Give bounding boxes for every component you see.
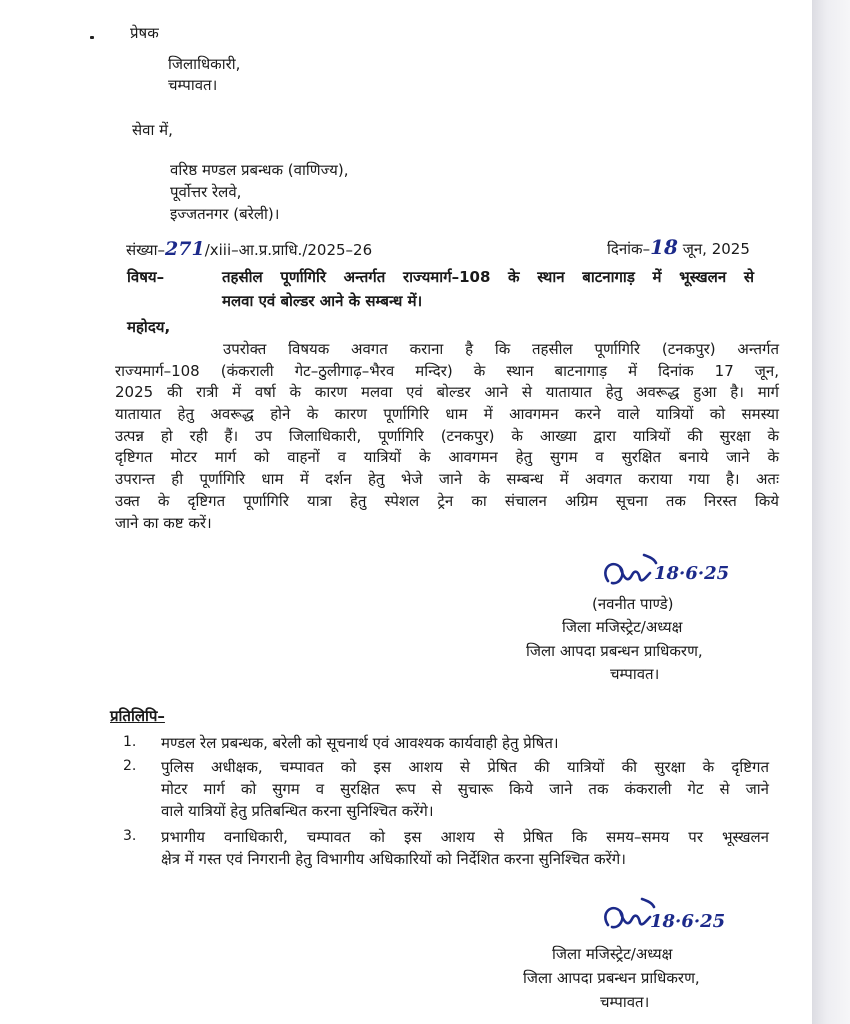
copy-item-line: प्रभागीय वनाधिकारी, चम्पावत को इस आशय से प्रेषित कि समय–समय पर भूस्खलन [161, 828, 769, 846]
sender-label: प्रेषक [130, 24, 159, 42]
recipient-line-2: पूर्वोत्तर रेलवे, [170, 183, 242, 201]
signature-2 [598, 895, 748, 945]
copy-item-line: मण्डल रेल प्रबन्धक, बरेली को सूचनार्थ एवं आवश्यक कार्यवाही हेतु प्रेषित। [161, 734, 559, 752]
copy-item-number: 1. [123, 734, 137, 750]
date-label: दिनांक– [607, 240, 651, 258]
signatory-2-designation-2: जिला आपदा प्रबन्धन प्राधिकरण, [523, 969, 700, 987]
subject-line-1-text: तहसील पूर्णागिरि अन्तर्गत राज्यमार्ग–108 के स्थान बाटनागाड़ में भूस्खलन से [222, 268, 754, 286]
date-suffix: जून, 2025 [682, 240, 750, 258]
subject-label: विषय– [127, 268, 165, 286]
copy-item-line: क्षेत्र में गस्त एवं निगरानी हेतु विभागीय अधिकारियों को निर्देशित करना सुनिश्चित करेंगे। [161, 850, 626, 868]
recipient-line-3: इज्जतनगर (बरेली)। [170, 205, 280, 223]
margin-mark [90, 36, 94, 39]
subject-line-2: मलवा एवं बोल्डर आने के सम्बन्ध में। [222, 292, 423, 310]
sender-line-2: चम्पावत। [168, 76, 218, 94]
reference-number [126, 240, 372, 260]
body-line: उक्त के दृष्टिगत पूर्णागिरि यात्रा हेतु स्पेशल ट्रेन का संचालन अग्रिम सूचना तक निरस्त किये [115, 491, 779, 510]
body-line: उपरोक्त विषयक अवगत कराना है कि तहसील पूर्णागिरि (टनकपुर) अन्तर्गत [223, 340, 779, 358]
sender-line-1: जिलाधिकारी, [168, 55, 241, 73]
to-label: सेवा में, [132, 121, 173, 139]
body-line: उपरान्त ही पूर्णागिरि धाम में दर्शन हेतु भेजे जाने के सम्बन्ध में अवगत कराया गया है। अतः [115, 470, 779, 489]
body-line: 2025 की रात्री में वर्षा के कारण मलवा एवं बोल्डर आने से यातायात हेतु अवरूद्ध हुआ है। मार्ग [115, 383, 779, 402]
signature-1-date: 18·6·25 [654, 563, 730, 584]
handwritten-reference-number: 271 [165, 238, 205, 260]
reference-number-suffix: /xiii–आ.प्र.प्राधि./2025–26 [204, 241, 373, 259]
subject-line-1 [222, 268, 754, 287]
recipient-line-1: वरिष्ठ मण्डल प्रबन्धक (वाणिज्य), [170, 161, 349, 179]
copy-item-number: 2. [123, 758, 137, 774]
signatory-place: चम्पावत। [610, 665, 660, 683]
reference-number-label: संख्या– [126, 241, 166, 259]
body-line: उत्पन्न हो रही हैं। उप जिलाधिकारी, पूर्णागिरि (टनकपुर) के आख्या द्वारा यात्रियों की सुरक्षा के [115, 426, 779, 445]
body-paragraph [115, 339, 779, 534]
signatory-2-designation-1: जिला मजिस्ट्रेट/अध्यक्ष [552, 945, 673, 963]
body-line: राज्यमार्ग–108 (कंकराली गेट–ठुलीगाढ़–भैरव मन्दिर) के स्थान बाटनागाड़ में दिनांक 17 जून, [115, 361, 779, 380]
body-line: दृष्टिगत मोटर मार्ग को वाहनों व यात्रियों के आवगमन हेतु सुगम व सुरक्षित बनाये जाने के [115, 448, 779, 467]
copy-item-3 [161, 826, 769, 870]
reference-date [607, 235, 750, 259]
copy-item-line: मोटर मार्ग को सुगम व सुरक्षित रूप से सुचारू किये जाने तक कंकराली गेट से जाने [161, 780, 769, 798]
signatory-name: (नवनीत पाण्डे) [592, 595, 674, 613]
signature-2-date: 18·6·25 [650, 911, 726, 932]
body-line: जाने का कष्ट करें। [115, 513, 212, 532]
signatory-designation-1: जिला मजिस्ट्रेट/अध्यक्ष [562, 618, 683, 636]
body-line: यातायात हेतु अवरूद्ध होने के कारण पूर्णागिरि धाम में आवगमन करने वाले यात्रियों को समस्या [115, 405, 779, 424]
signatory-2-place: चम्पावत। [600, 993, 650, 1011]
copy-label: प्रतिलिपि– [110, 707, 165, 725]
scan-margin [812, 0, 850, 1024]
signatory-designation-2: जिला आपदा प्रबन्धन प्राधिकरण, [526, 642, 703, 660]
copy-item-line: वाले यात्रियों हेतु प्रतिबन्धित करना सुनिश्चित करेंगे। [161, 802, 434, 820]
copy-item-2 [161, 756, 769, 822]
signature-1 [598, 553, 748, 599]
handwritten-date: 18 [650, 235, 678, 259]
copy-item-number: 3. [123, 828, 137, 844]
salutation: महोदय, [127, 318, 171, 336]
copy-item-line: पुलिस अधीक्षक, चम्पावत को इस आशय से प्रेषित की यात्रियों की सुरक्षा के दृष्टिगत [161, 758, 769, 776]
